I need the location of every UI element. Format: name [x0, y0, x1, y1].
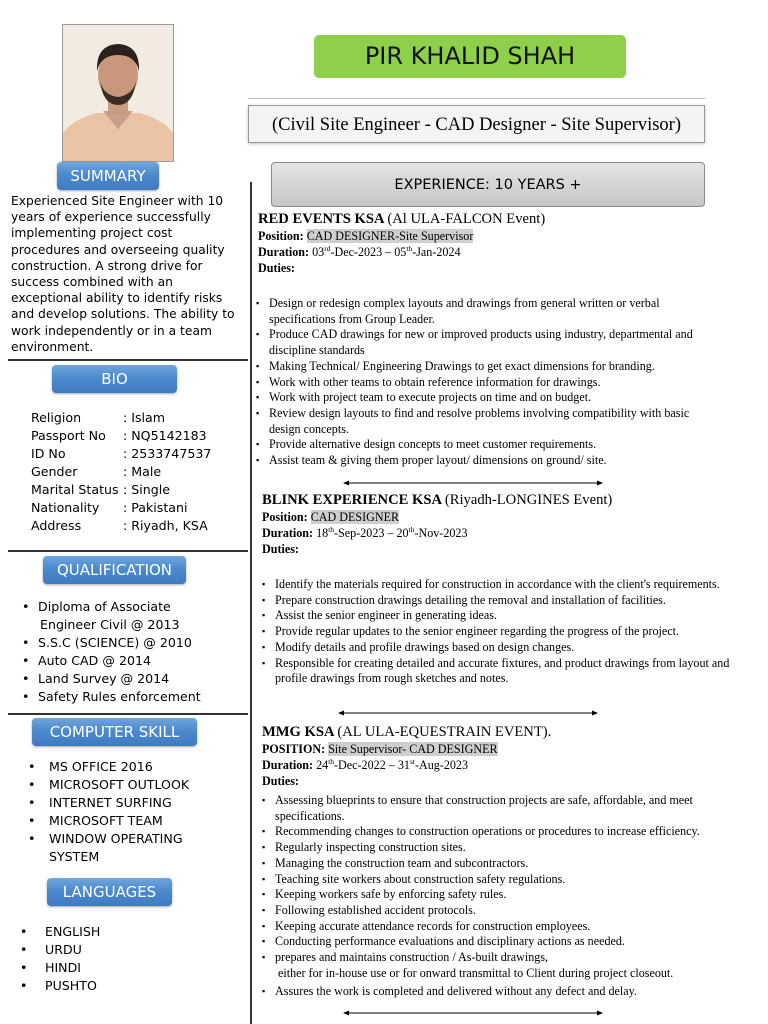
- bio-label: Marital Status: [31, 482, 119, 497]
- job-entry-blink: [262, 492, 732, 557]
- bio-label: Nationality: [31, 500, 100, 515]
- job-event: (Al ULA-FALCON Event): [387, 211, 546, 227]
- bio-value: : Male: [123, 464, 162, 479]
- bio-label: Address: [31, 518, 82, 533]
- computer-skill-item: • WINDOW OPERATING SYSTEM: [28, 830, 199, 866]
- position-label: Position:: [262, 510, 308, 524]
- summary-divider: [8, 359, 248, 361]
- computer-skill-item: • MS OFFICE 2016: [28, 758, 199, 776]
- computer-skill-item: • MICROSOFT OUTLOOK: [28, 776, 199, 794]
- job-duration-line: [262, 757, 732, 773]
- bio-row: [31, 517, 211, 535]
- job-duties-list: [262, 793, 732, 1000]
- duty-item: ▪ Making Technical/ Engineering Drawings to get exact dimensions for branding.: [256, 359, 696, 375]
- duty-item: ▪ Provide regular updates to the senior engineer regarding the progress of the project.: [262, 624, 736, 640]
- bio-value: : Pakistani: [123, 500, 188, 515]
- languages-list: [20, 923, 100, 995]
- duty-item: ▪ Keeping accurate attendance records for construction employees.: [262, 919, 732, 935]
- duration-from-sup: th: [328, 524, 335, 534]
- duty-item: ▪ prepares and maintains construction / As-built drawings, either for in-house use or for onward transmittal to Client during project closeout.: [262, 950, 732, 981]
- section-arrow-divider: [343, 479, 603, 487]
- duration-from-rest: -Dec-2022 – 31: [334, 758, 410, 772]
- duty-item: ▪ Managing the construction team and subcontractors.: [262, 856, 732, 872]
- job-event: (AL ULA-EQUESTRAIN EVENT).: [337, 724, 552, 740]
- duty-item: ▪ Assist the senior engineer in generating ideas.: [262, 608, 736, 624]
- qualification-item: • S.S.C (SCIENCE) @ 2010: [22, 634, 201, 652]
- computer-skill-item: • INTERNET SURFING: [28, 794, 199, 812]
- job-company-line: [258, 211, 728, 228]
- bio-row: [31, 445, 211, 463]
- job-duties-list: [262, 577, 736, 687]
- bio-value: : 2533747537: [123, 446, 212, 461]
- job-duties-list: [256, 296, 696, 469]
- duty-item: ▪ Assist team & giving them proper layout/ dimensions on ground/ site.: [256, 453, 696, 469]
- section-arrow-divider: [343, 1009, 603, 1017]
- duty-item: ▪ Keeping workers safe by enforcing safety rules.: [262, 887, 732, 903]
- duties-label: Duties:: [262, 542, 299, 556]
- job-duration-line: [262, 525, 732, 541]
- bio-row: [31, 427, 211, 445]
- duty-item: ▪ Identify the materials required for construction in accordance with the client's requirements.: [262, 577, 736, 593]
- job-company-line: [262, 492, 732, 509]
- qualification-item: • Diploma of Associate Engineer Civil @ 2013: [22, 598, 201, 634]
- bio-list: [31, 409, 211, 535]
- job-position-line: [262, 741, 732, 757]
- language-item: • ENGLISH: [20, 923, 100, 941]
- duty-item: ▪ Design or redesign complex layouts and drawings from general written or verbal specifications from Group Leader.: [256, 296, 696, 327]
- duration-from-sup: th: [328, 756, 335, 766]
- bio-row: [31, 463, 211, 481]
- bio-label: Passport No: [31, 428, 106, 443]
- bio-value: : Single: [123, 482, 170, 497]
- bio-value: : NQ5142183: [123, 428, 207, 443]
- duration-label: Duration:: [258, 245, 310, 259]
- duration-label: Duration:: [262, 526, 314, 540]
- bio-value: : Islam: [123, 410, 166, 425]
- bio-row: [31, 409, 211, 427]
- qualification-item-continuation: Engineer Civil @ 2013: [40, 617, 180, 632]
- duty-item: ▪ Prepare construction drawings detailing the removal and installation of facilities.: [262, 593, 736, 609]
- section-arrow-divider: [338, 709, 598, 717]
- column-divider: [250, 182, 252, 1024]
- job-company: RED EVENTS KSA: [258, 211, 384, 227]
- job-company: MMG KSA: [262, 724, 334, 740]
- duty-item: ▪ Recommending changes to construction operations or procedures to increase efficiency.: [262, 824, 732, 840]
- duration-from-day: 03: [312, 245, 325, 259]
- summary-text: Experienced Site Engineer with 10 years of experience successfully implementing project cost procedures and overseeing quality construction. A strong drive for success combined with an exceptional ability to identify risks and develop solutions. The ability to work independently or in a team environment.: [11, 194, 235, 354]
- duration-from-rest: -Sep-2023 – 20: [334, 526, 409, 540]
- duty-item: ▪ Following established accident protocols.: [262, 903, 732, 919]
- duty-item: ▪ Assures the work is completed and delivered without any defect and delay.: [262, 984, 732, 1000]
- bio-value: : Riyadh, KSA: [123, 518, 208, 533]
- title-top-rule: [248, 98, 705, 99]
- duration-to-sup: th: [408, 524, 415, 534]
- duration-to-rest: -Aug-2023: [414, 758, 469, 772]
- duration-to-rest: -Jan-2024: [412, 245, 461, 259]
- language-item: • PUSHTO: [20, 977, 100, 995]
- job-entry-red-events: [258, 211, 728, 276]
- duty-item: ▪ Conducting performance evaluations and disciplinary actions as needed.: [262, 934, 732, 950]
- qualification-item: • Safety Rules enforcement: [22, 688, 201, 706]
- qualification-divider: [8, 713, 248, 715]
- computer-skill-list: [28, 758, 199, 866]
- duty-item: ▪ Produce CAD drawings for new or improved products using industry, departmental and discipline standards: [256, 327, 696, 358]
- duty-item: ▪ Teaching site workers about construction safety regulations.: [262, 872, 732, 888]
- languages-heading: LANGUAGES: [47, 878, 172, 906]
- job-position: CAD DESIGNER: [310, 510, 400, 524]
- computer-skill-item: • MICROSOFT TEAM: [28, 812, 199, 830]
- summary-heading: SUMMARY: [57, 162, 159, 190]
- position-label: POSITION:: [262, 742, 326, 756]
- qualification-heading: QUALIFICATION: [43, 556, 186, 584]
- duty-item: ▪ Modify details and profile drawings based on design changes.: [262, 640, 736, 656]
- bio-heading: BIO: [52, 365, 177, 393]
- duration-from-day: 18: [316, 526, 329, 540]
- job-company: BLINK EXPERIENCE KSA: [262, 492, 442, 508]
- qualification-item: • Auto CAD @ 2014: [22, 652, 201, 670]
- bio-label: Religion: [31, 410, 82, 425]
- job-entry-mmg: [262, 724, 732, 789]
- duration-label: Duration:: [262, 758, 314, 772]
- candidate-name: PIR KHALID SHAH: [314, 35, 626, 78]
- duration-to-rest: -Nov-2023: [414, 526, 468, 540]
- qualification-list: [22, 598, 201, 706]
- qualification-item: • Land Survey @ 2014: [22, 670, 201, 688]
- bio-divider: [8, 550, 248, 552]
- job-position-line: [262, 509, 732, 525]
- duration-to-sup: st: [409, 756, 415, 766]
- duty-item-continuation: either for in-house use or for onward transmittal to Client during project closeout.: [278, 965, 674, 980]
- duration-from-rest: -Dec-2023 – 05: [330, 245, 407, 259]
- job-position: CAD DESIGNER-Site Supervisor: [306, 229, 474, 243]
- language-item: • HINDI: [20, 959, 100, 977]
- duty-item: ▪ Assessing blueprints to ensure that construction projects are safe, affordable, and meet specifications.: [262, 793, 732, 824]
- bio-label: Gender: [31, 464, 78, 479]
- job-title-banner: (Civil Site Engineer - CAD Designer - Site Supervisor): [248, 105, 705, 143]
- job-company-line: [262, 724, 732, 741]
- bio-label: ID No: [31, 446, 66, 461]
- duty-item: ▪ Work with project team to execute projects on time and on budget.: [256, 390, 696, 406]
- language-item: • URDU: [20, 941, 100, 959]
- computer-skill-heading: COMPUTER SKILL: [32, 718, 197, 746]
- job-duration-line: [258, 244, 728, 260]
- duration-to-sup: th: [406, 243, 413, 253]
- duty-item: ▪ Regularly inspecting construction sites.: [262, 840, 732, 856]
- experience-banner: EXPERIENCE: 10 YEARS +: [271, 162, 705, 207]
- job-event: (Riyadh-LONGINES Event): [444, 492, 613, 508]
- profile-photo: [62, 24, 174, 162]
- profile-photo-figure: [63, 25, 173, 161]
- position-label: Position:: [258, 229, 304, 243]
- duties-label: Duties:: [262, 774, 299, 788]
- duty-item: ▪ Provide alternative design concepts to meet customer requirements.: [256, 437, 696, 453]
- duty-item: ▪ Review design layouts to find and resolve problems involving compatibility with basic design concepts.: [256, 406, 696, 437]
- job-position-line: [258, 228, 728, 244]
- job-position: Site Supervisor- CAD DESIGNER: [328, 742, 498, 756]
- bio-row: [31, 481, 211, 499]
- duration-from-day: 24: [316, 758, 329, 772]
- duty-item: ▪ Work with other teams to obtain reference information for drawings.: [256, 375, 696, 391]
- bio-row: [31, 499, 211, 517]
- duty-item: ▪ Responsible for creating detailed and accurate fixtures, and product drawings from layout and profile drawings from rough sketches and notes.: [262, 656, 736, 687]
- duties-label: Duties:: [258, 261, 295, 275]
- duration-from-sup: rd: [324, 243, 331, 253]
